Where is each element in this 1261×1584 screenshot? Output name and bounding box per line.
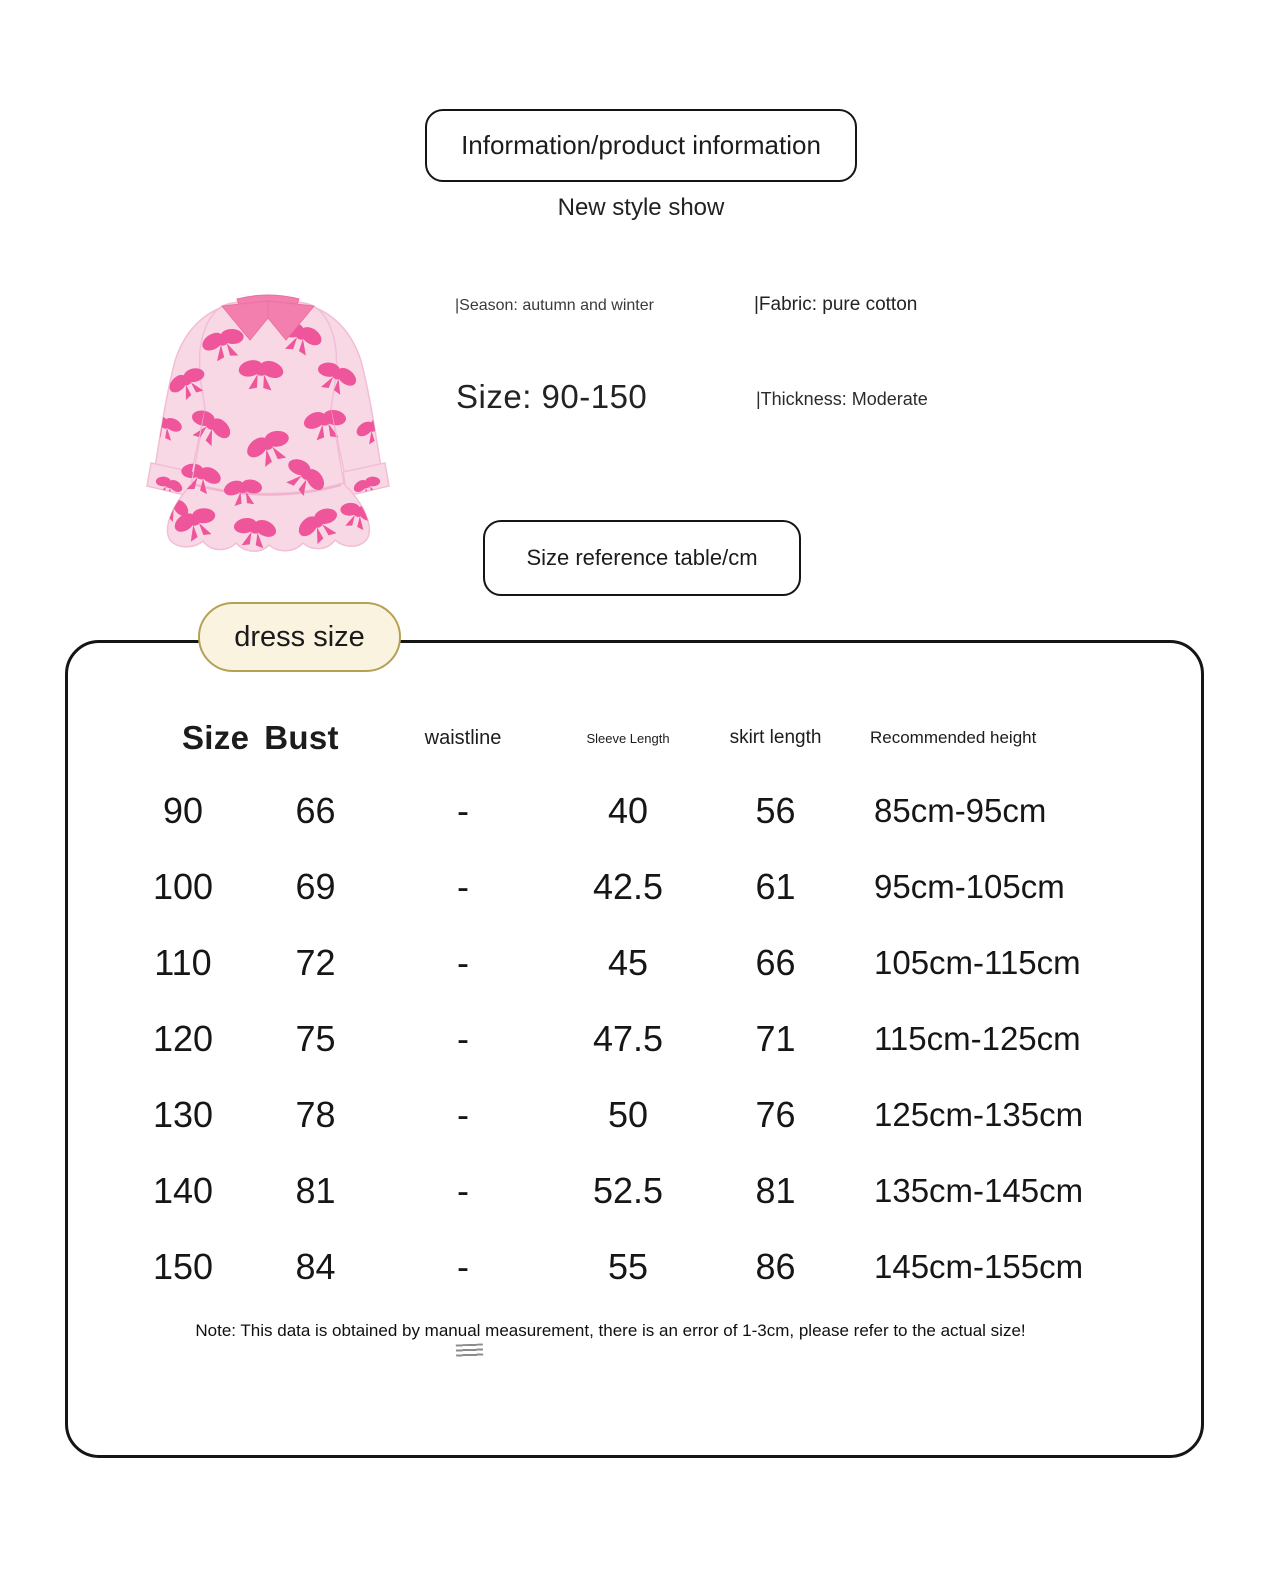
cell-bust: 69 — [295, 866, 336, 907]
cell-waistline: - — [457, 866, 469, 907]
cell-waistline: - — [457, 942, 469, 983]
measurement-note: Note: This data is obtained by manual measurement, there is an error of 1-3cm, please refer to the actual size! — [195, 1321, 1026, 1340]
cell-sleeve-length: 42.5 — [592, 866, 664, 907]
cell-skirt-length: 61 — [755, 866, 796, 907]
thickness-label: |Thickness: Moderate — [756, 389, 928, 409]
cell-sleeve-length: 45 — [607, 942, 649, 983]
cell-waistline: - — [457, 790, 469, 831]
cell-waistline: - — [457, 1246, 469, 1287]
cell-sleeve-length: 55 — [607, 1246, 649, 1287]
size-table-row — [68, 1077, 1201, 1153]
size-table-card — [65, 640, 1204, 1458]
cell-waistline: - — [457, 1094, 469, 1135]
cell-size: 90 — [162, 790, 204, 831]
header-size: Size — [182, 719, 250, 756]
header-waistline: waistline — [424, 726, 502, 749]
cell-size: 110 — [154, 942, 212, 983]
cell-waistline: - — [457, 1018, 469, 1059]
cell-sleeve-length: 47.5 — [592, 1018, 664, 1059]
cell-sleeve-length: 52.5 — [592, 1170, 664, 1211]
header-size-bust — [108, 719, 373, 757]
cell-bust: 78 — [295, 1094, 336, 1135]
size-table-row — [68, 849, 1201, 925]
cell-size: 120 — [152, 1018, 214, 1059]
size-reference-badge-label: Size reference table/cm — [526, 545, 758, 570]
dress-product-image — [103, 243, 433, 553]
smudge-artifact — [456, 1344, 483, 1358]
size-table-row — [68, 925, 1201, 1001]
dress-body — [191, 301, 345, 499]
cell-recommended-height: 85cm-95cm — [874, 792, 1047, 829]
cell-bust: 84 — [295, 1246, 336, 1287]
product-information-badge — [425, 109, 857, 182]
cell-size: 100 — [152, 866, 214, 907]
dress-size-pill: dress size — [198, 602, 401, 672]
cell-recommended-height: 95cm-105cm — [874, 868, 1065, 905]
cell-sleeve-length: 50 — [607, 1094, 649, 1135]
season-label: |Season: autumn and winter — [455, 297, 654, 314]
cell-bust: 81 — [295, 1170, 336, 1211]
size-table-row — [68, 1001, 1201, 1077]
cell-recommended-height: 105cm-115cm — [874, 944, 1081, 981]
cell-skirt-length: 66 — [755, 942, 796, 983]
cell-bust: 66 — [295, 790, 336, 831]
header-bust: Bust — [264, 719, 339, 756]
cell-recommended-height: 135cm-145cm — [874, 1172, 1084, 1209]
cell-recommended-height: 145cm-155cm — [874, 1248, 1084, 1285]
cell-recommended-height: 125cm-135cm — [874, 1096, 1084, 1133]
new-style-show-subtitle: New style show — [557, 194, 725, 221]
size-table-row — [68, 1229, 1201, 1305]
header-recommended-height: Recommended height — [870, 728, 1037, 747]
cell-bust: 72 — [295, 942, 336, 983]
header-sleeve-length: Sleeve Length — [586, 730, 670, 746]
size-table-row — [68, 773, 1201, 849]
header-skirt-length: skirt length — [729, 727, 822, 748]
cell-size: 130 — [152, 1094, 214, 1135]
cell-skirt-length: 76 — [755, 1094, 796, 1135]
cell-skirt-length: 71 — [755, 1018, 796, 1059]
size-reference-badge — [483, 520, 801, 596]
cell-sleeve-length: 40 — [607, 790, 649, 831]
cell-skirt-length: 56 — [755, 790, 796, 831]
cell-bust: 75 — [295, 1018, 336, 1059]
size-table-row — [68, 1153, 1201, 1229]
cell-size: 140 — [152, 1170, 214, 1211]
fabric-label: |Fabric: pure cotton — [754, 294, 918, 315]
size-table-header — [68, 703, 1201, 773]
cell-size: 150 — [152, 1246, 214, 1287]
cell-skirt-length: 81 — [755, 1170, 796, 1211]
size-range-label: Size: 90-150 — [456, 378, 648, 415]
cell-waistline: - — [457, 1170, 469, 1211]
cell-skirt-length: 86 — [755, 1246, 796, 1287]
cell-recommended-height: 115cm-125cm — [874, 1020, 1081, 1057]
product-information-badge-label: Information/product information — [461, 130, 821, 160]
